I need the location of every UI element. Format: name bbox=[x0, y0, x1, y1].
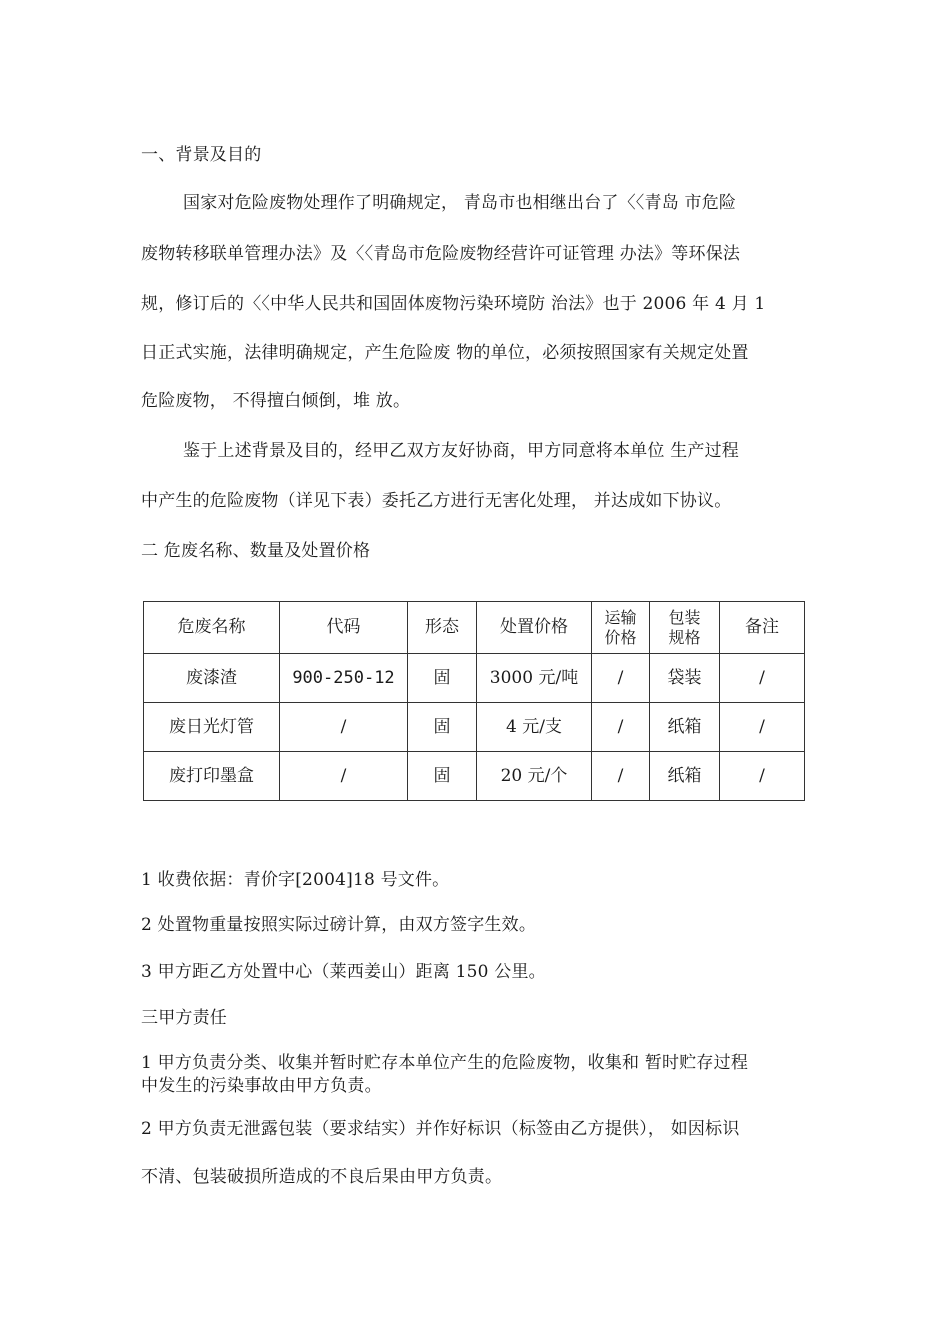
header-price: 处置价格 bbox=[477, 602, 592, 654]
table-row bbox=[144, 703, 805, 752]
cell-code: / bbox=[280, 703, 408, 752]
header-note: 备注 bbox=[720, 602, 805, 654]
table-header-row bbox=[144, 602, 805, 654]
paragraph-line: 废物转移联单管理办法》及〈〈青岛市危险废物经营许可证管理 办法》等环保法 bbox=[141, 244, 741, 264]
header-pack-line2: 规格 bbox=[668, 627, 701, 647]
cell-transport: / bbox=[592, 703, 650, 752]
cell-price: 3000 元/吨 bbox=[477, 654, 592, 703]
cell-price: 20 元/个 bbox=[477, 752, 592, 801]
paragraph-line: 危险废物， 不得擅白倾倒，堆 放。 bbox=[141, 391, 411, 411]
header-form: 形态 bbox=[408, 602, 477, 654]
note-item: 1 收费依据：青价字[2004]18 号文件。 bbox=[141, 870, 450, 890]
header-transport-line2: 价格 bbox=[604, 627, 637, 647]
cell-form: 固 bbox=[408, 752, 477, 801]
header-transport-line1: 运输 bbox=[604, 608, 637, 628]
paragraph-line: 日正式实施，法律明确规定，产生危险废 物的单位，必须按照国家有关规定处置 bbox=[141, 343, 749, 363]
cell-transport: / bbox=[592, 752, 650, 801]
header-code: 代码 bbox=[280, 602, 408, 654]
cell-pack: 纸箱 bbox=[650, 703, 720, 752]
responsibility-line: 中发生的污染事故由甲方负责。 bbox=[141, 1076, 382, 1096]
cell-form: 固 bbox=[408, 703, 477, 752]
paragraph-line: 国家对危险废物处理作了明确规定， 青岛市也相继出台了〈〈青岛 市危险 bbox=[183, 193, 737, 213]
responsibility-line: 1 甲方负责分类、收集并暂时贮存本单位产生的危险废物，收集和 暂时贮存过程 bbox=[141, 1053, 749, 1073]
cell-code: 900-250-12 bbox=[280, 654, 408, 703]
cell-note: / bbox=[720, 703, 805, 752]
cell-note: / bbox=[720, 752, 805, 801]
cell-name: 废日光灯管 bbox=[144, 703, 280, 752]
section-3-title: 三甲方责任 bbox=[141, 1008, 227, 1028]
cell-pack: 纸箱 bbox=[650, 752, 720, 801]
responsibility-line: 不清、包装破损所造成的不良后果由甲方负责。 bbox=[141, 1167, 503, 1187]
table-row bbox=[144, 654, 805, 703]
header-transport bbox=[592, 602, 650, 654]
cell-price: 4 元/支 bbox=[477, 703, 592, 752]
cell-form: 固 bbox=[408, 654, 477, 703]
note-item: 2 处置物重量按照实际过磅计算，由双方签字生效。 bbox=[141, 915, 537, 935]
header-name: 危废名称 bbox=[144, 602, 280, 654]
waste-price-table bbox=[143, 601, 805, 801]
section-2-title: 二 危废名称、数量及处置价格 bbox=[141, 541, 371, 561]
cell-name: 废打印墨盒 bbox=[144, 752, 280, 801]
header-pack-line1: 包装 bbox=[668, 608, 701, 628]
note-item: 3 甲方距乙方处置中心（莱西姜山）距离 150 公里。 bbox=[141, 962, 546, 982]
cell-note: / bbox=[720, 654, 805, 703]
header-pack bbox=[650, 602, 720, 654]
paragraph-line: 鉴于上述背景及目的，经甲乙双方友好协商，甲方同意将本单位 生产过程 bbox=[183, 441, 740, 461]
cell-transport: / bbox=[592, 654, 650, 703]
paragraph-line: 中产生的危险废物（详见下表）委托乙方进行无害化处理， 并达成如下协议。 bbox=[141, 491, 732, 511]
table-row bbox=[144, 752, 805, 801]
paragraph-line: 规，修订后的〈〈中华人民共和国固体废物污染环境防 治法》也于 2006 年 4 月 1 bbox=[141, 294, 766, 314]
section-1-title: 一、背景及目的 bbox=[141, 145, 262, 165]
cell-name: 废漆渣 bbox=[144, 654, 280, 703]
cell-pack: 袋装 bbox=[650, 654, 720, 703]
cell-code: / bbox=[280, 752, 408, 801]
responsibility-line: 2 甲方负责无泄露包装（要求结实）并作好标识（标签由乙方提供）， 如因标识 bbox=[141, 1119, 740, 1139]
